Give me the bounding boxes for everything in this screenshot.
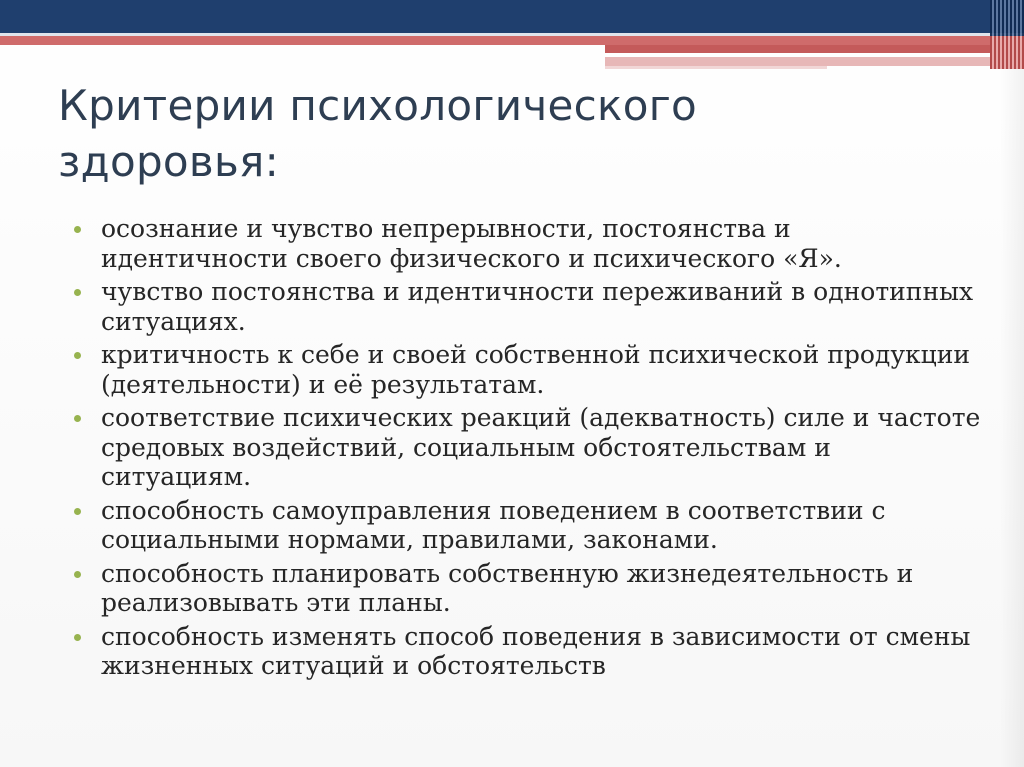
list-item xyxy=(74,622,984,681)
list-item-text: способность планировать собственную жизнедеятельность и реализовывать эти планы. xyxy=(101,558,914,617)
bullet-dot-icon xyxy=(74,415,81,422)
bullet-dot-icon xyxy=(74,289,81,296)
corner-stripes-red-decoration xyxy=(990,36,1024,69)
bullet-dot-icon xyxy=(74,634,81,641)
bullet-dot-icon xyxy=(74,571,81,578)
header-blue-band xyxy=(0,0,1024,33)
list-item xyxy=(74,214,984,273)
list-item-text: критичность к себе и своей собственной психической продукции (деятельности) и её результатам. xyxy=(101,340,971,399)
right-edge-shadow xyxy=(1000,69,1024,767)
header-pink-band xyxy=(605,57,1024,66)
list-item xyxy=(74,496,984,555)
bullet-dot-icon xyxy=(74,226,81,233)
list-item xyxy=(74,559,984,618)
header-pink-light-band xyxy=(605,66,827,69)
list-item-text: способность изменять способ поведения в зависимости от смены жизненных ситуаций и обстоятельств xyxy=(101,621,971,680)
header-red-band xyxy=(0,36,1024,45)
list-item xyxy=(74,403,984,492)
criteria-list xyxy=(74,214,984,685)
list-item xyxy=(74,277,984,336)
bullet-dot-icon xyxy=(74,352,81,359)
list-item-text: чувство постоянства и идентичности переживаний в однотипных ситуациях. xyxy=(101,277,974,336)
list-item-text: способность самоуправления поведением в соответствии с социальными нормами, правилами, законами. xyxy=(101,495,886,554)
list-item-text: осознание и чувство непрерывности, постоянства и идентичности своего физического и психического «Я». xyxy=(101,214,842,273)
bullet-dot-icon xyxy=(74,508,81,515)
list-item xyxy=(74,340,984,399)
list-item-text: соответствие психических реакций (адекватность) силе и частоте средовых воздействий, социальным обстоятельствам и ситуациям. xyxy=(101,403,981,491)
header-red-lower-band xyxy=(605,45,1024,53)
slide-title: Критерии психологического здоровья: xyxy=(58,81,698,186)
